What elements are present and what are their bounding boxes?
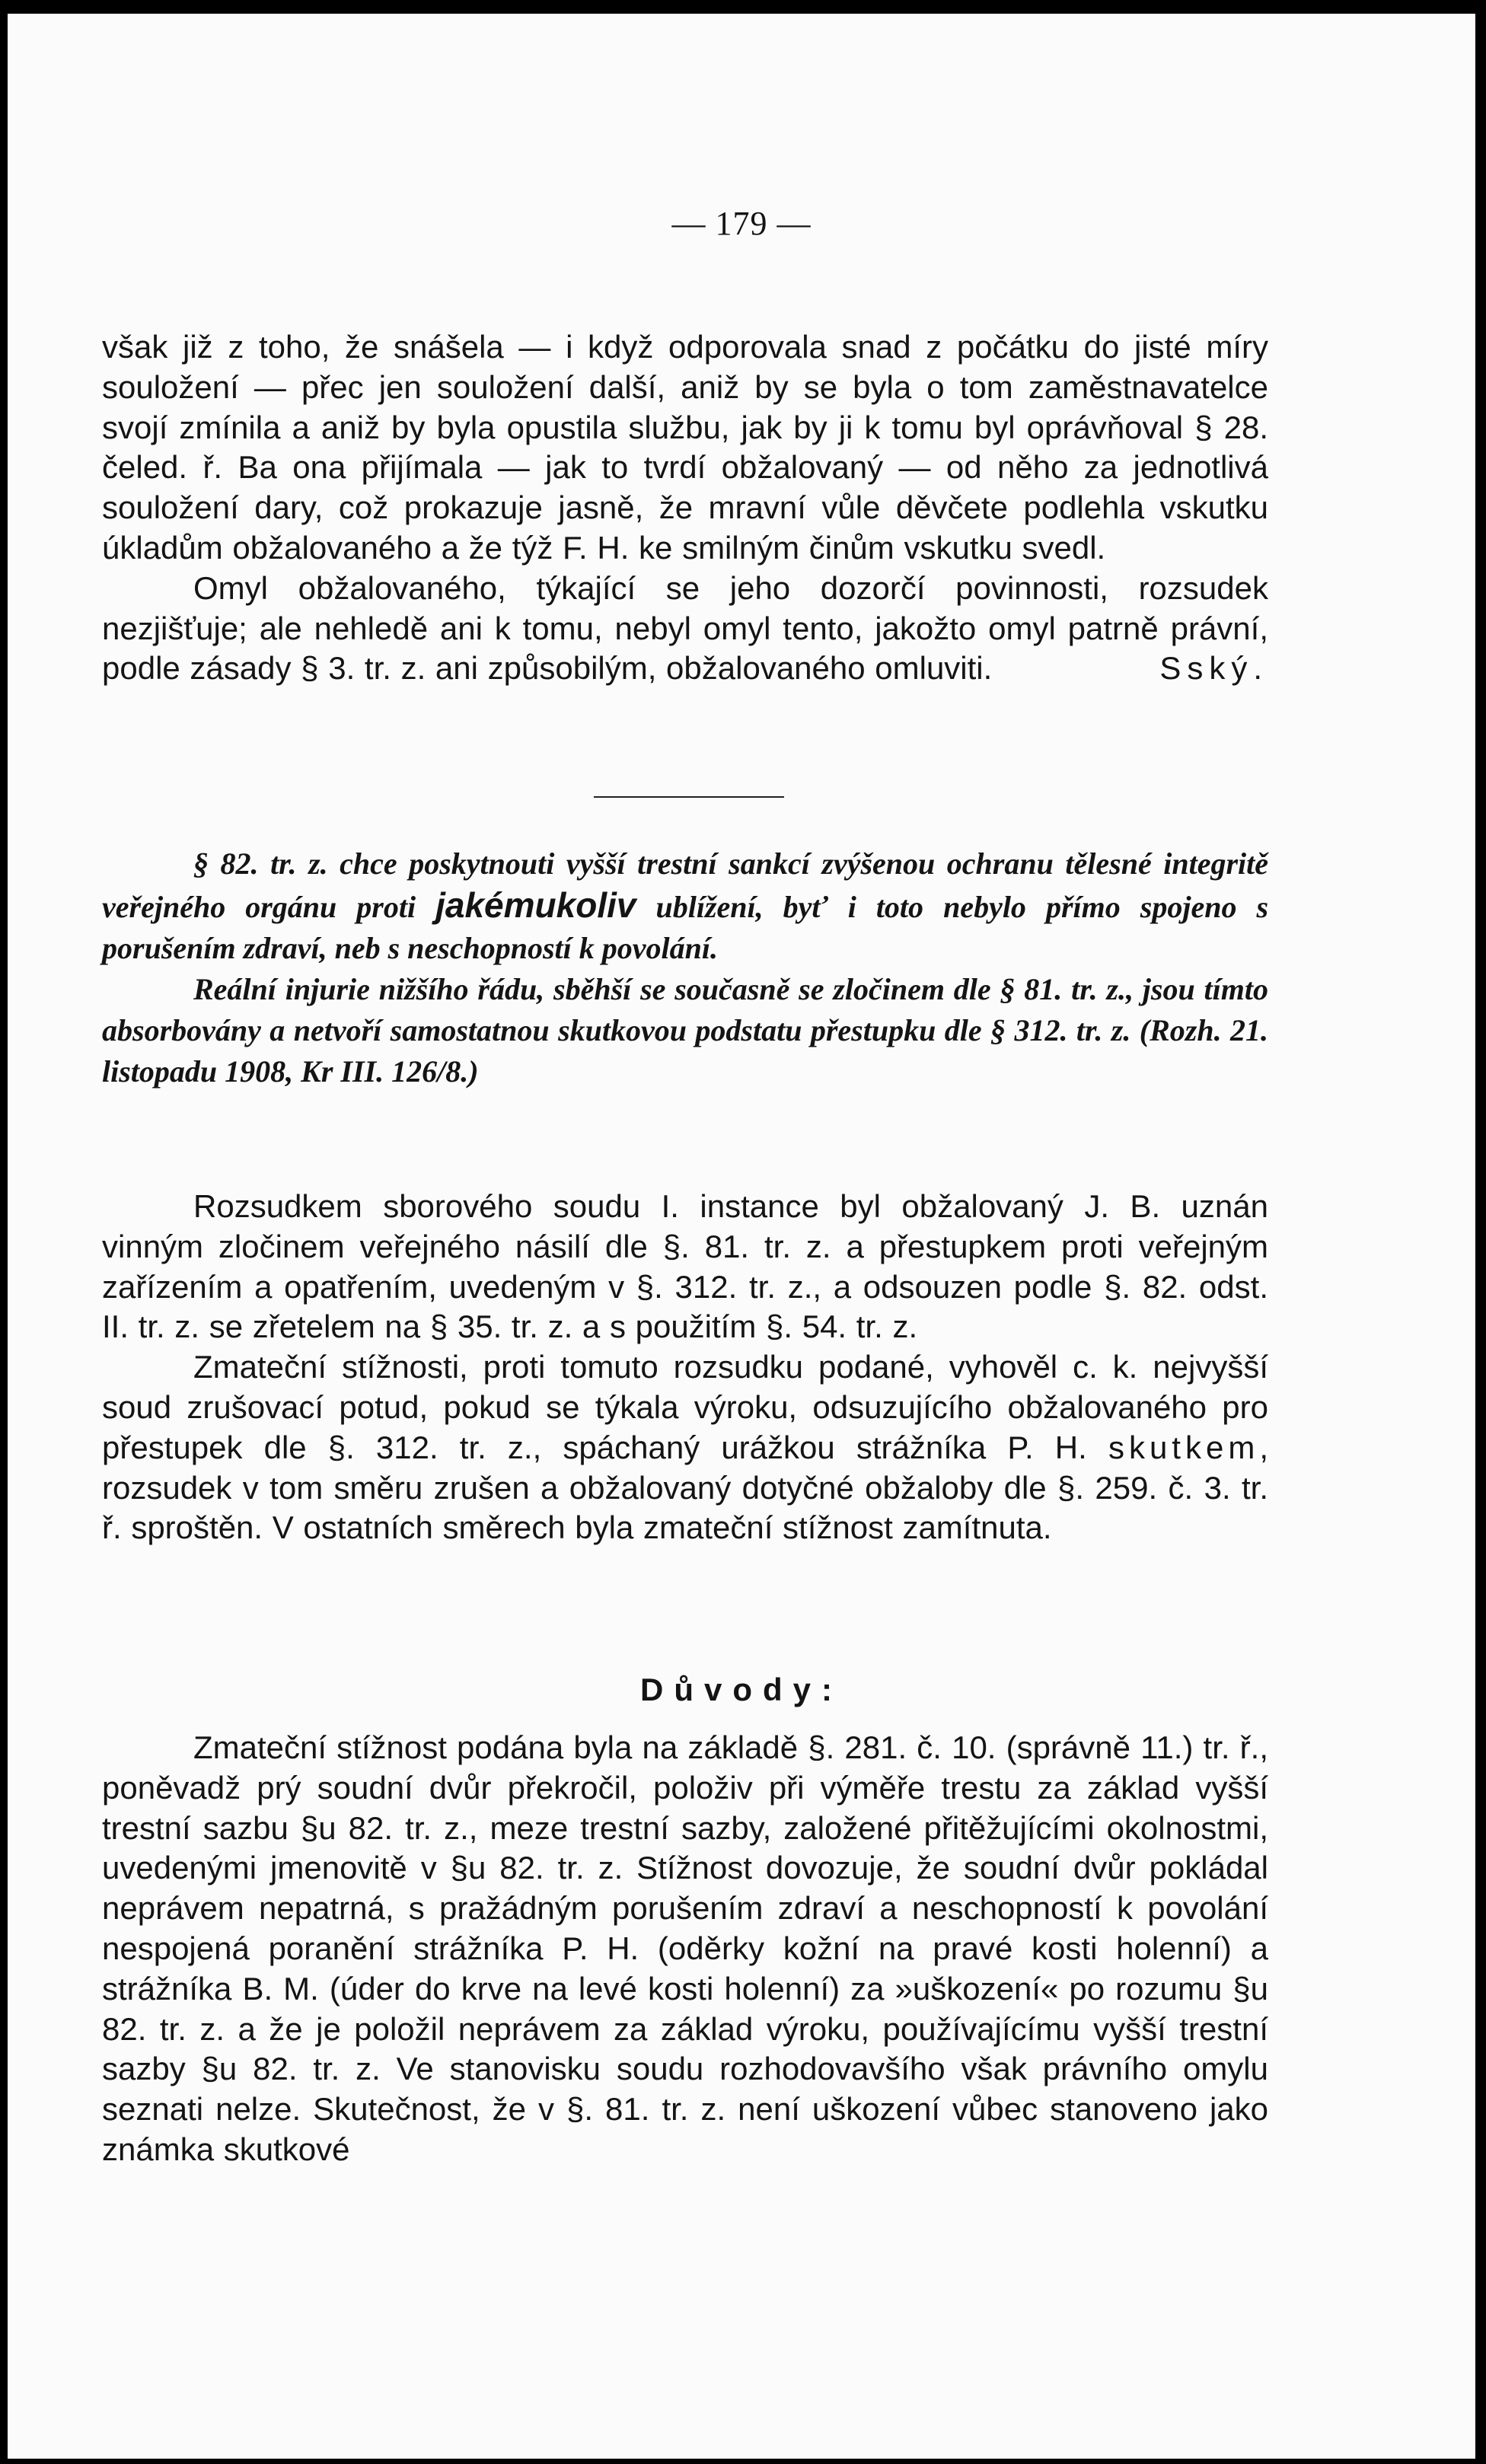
- zmatecni-text-b: , rozsudek v tom směru zrušen a obžalovaný dotyčné obžaloby dle §. 259. č. 3. tr. ř. sproštěn. V ostatních směrech byla zmateční stížnost zamítnuta.: [102, 1429, 1268, 1546]
- decision-text: [102, 1187, 1268, 1548]
- headnote-rule-2: Reální injurie nižšího řádu, sběhší se současně se zločinem dle § 81. tr. z., jsou tímto absorbovány a netvoří samostatnou skutkovou podstatu přestupku dle § 312. tr. z. (Rozh. 21. listopadu 1908, Kr III. 126/8.): [102, 972, 1268, 1089]
- paragraph-omyl: [102, 569, 1268, 689]
- paragraph-continuation: však již z toho, že snášela — i když odporovala snad z počátku do jisté míry souložení — přec jen souložení další, aniž by se byla o tom zaměstnavatelce svojí zmínila a aniž by byla opustila službu, jak by ji k tomu byl oprávňoval § 28. čeled. ř. Ba ona přijímala — jak to tvrdí obžalovaný — od něho za jednotlivá souložení dary, což prokazuje jasně, že mravní vůle děvčete podlehla vskutku úkladům obžalovaného a že týž F. H. ke smilným činům vskutku svedl.: [102, 329, 1268, 566]
- spaced-word: skutkem: [1108, 1429, 1260, 1465]
- section-divider: [594, 796, 784, 798]
- page-number: — 179 —: [671, 205, 812, 242]
- paragraph-duvody: Zmateční stížnost podána byla na základě §. 281. č. 10. (správně 11.) tr. ř., poněvadž prý soudní dvůr překročil, položiv při výměře trestu za základ vyšší trestní sazbu §u 82. tr. z., meze trestní sazby, založené přitěžujícími okolnostmi, uvedenými jmenovitě v §u 82. tr. z. Stížnost dovozuje, že soudní dvůr pokládal neprávem nepatrná, s pražádným porušením zdraví a neschopností k povolání nespojená poranění strážníka P. H. (oděrky kožní na pravé kosti holenní) a strážníka B. M. (úder do krve na levé kosti holenní) za »uškození« po rozumu §u 82. tr. z. a že je položil neprávem za základ výroku, používajícímu vyšší trestní sazby §u 82. tr. z. Ve stanovisku soudu rozhodovavšího však právního omylu seznati nelze. Skutečnost, že v §. 81. tr. z. není uškození vůbec stanoveno jako známka skutkové: [102, 1729, 1268, 2167]
- headnote-1-text-a: § 82. tr. z. chce poskytnouti vyšší trestní sankcí zvýšenou ochranu tělesné integritě veřejného orgánu proti: [102, 846, 1268, 924]
- paragraph-omyl-text: Omyl obžalovaného, týkající se jeho dozorčí povinnosti, rozsudek nezjišťuje; ale nehledě ani k tomu, nebyl omyl tento, jakožto omyl patrně právní, podle zásady § 3. tr. z. ani způsobilým, obžalovaného omluviti.: [102, 569, 1268, 687]
- continuation-text: [102, 327, 1268, 689]
- paragraph-rozsudek: Rozsudkem sborového soudu I. instance byl obžalovaný J. B. uznán vinným zločinem veřejného násilí dle §. 81. tr. z. a přestupkem proti veřejným zařízením a opatřením, uvedeným v §. 312. tr. z., a odsouzen podle §. 82. odst. II. tr. z. se zřetelem na § 35. tr. z. a s použitím §. 54. tr. z.: [102, 1188, 1268, 1345]
- headnote-emphasis: jakémukoliv: [435, 885, 636, 925]
- paragraph-zmatecni: [102, 1347, 1268, 1548]
- legal-headnote: [102, 843, 1268, 1092]
- author-signature: Sský.: [1159, 650, 1268, 687]
- section-heading: Důvody:: [640, 1672, 843, 1707]
- reasons-text: [102, 1728, 1268, 2170]
- headnote-1-text-b: ublížení, byť i toto nebylo přímo spojeno s porušením zdraví, neb s neschopností k povolání.: [102, 890, 1269, 965]
- headnote-rule-1: [102, 843, 1268, 969]
- book-page: [8, 14, 1475, 2459]
- zmatecni-text-a: Zmateční stížnosti, proti tomuto rozsudku podané, vyhověl c. k. nejvyšší soud zrušovací potud, pokud se týkala výroku, odsuzujícího obžalovaného pro přestupek dle §. 312. tr. z., spáchaný urážkou strážníka P. H.: [102, 1349, 1268, 1465]
